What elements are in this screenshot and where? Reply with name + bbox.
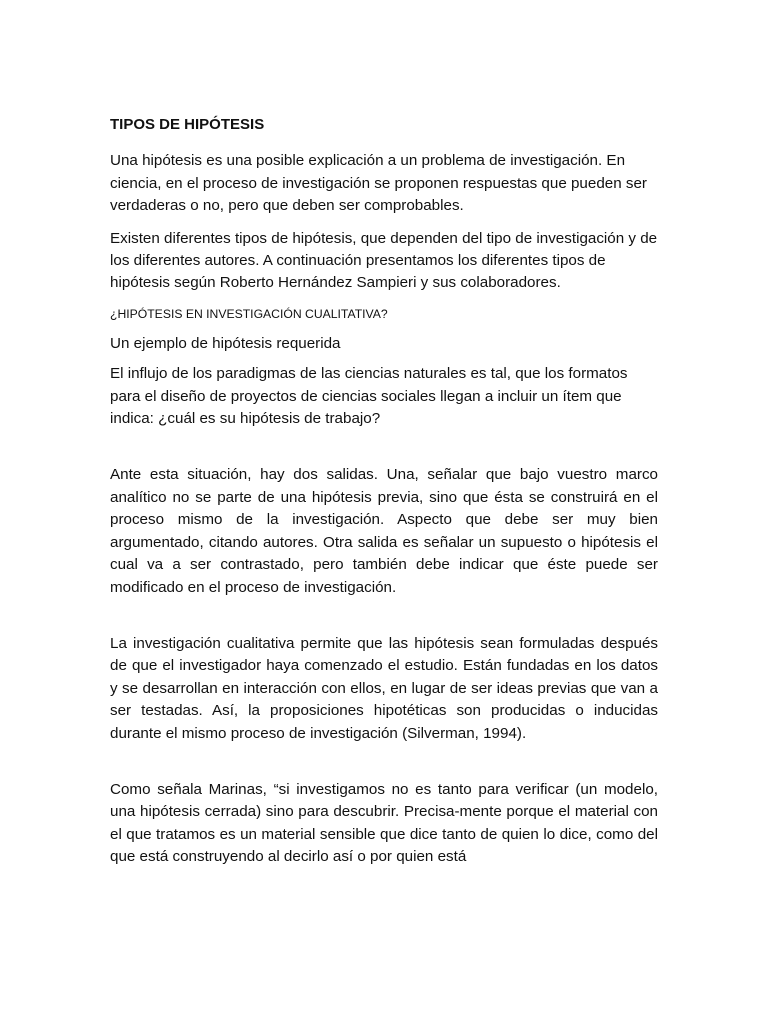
body-paragraph-3: La investigación cualitativa permite que las hipótesis sean formuladas después de que el investigador haya comenzado el estudio. Están fundadas en los datos y se desarrollan en interacción con ellos, en lugar de ser ideas previas que van a ser testadas. Así, la proposiciones hipotéticas son producidas o inducidas durante el mismo proceso de investigación (Silverman, 1994). (110, 634, 658, 742)
body-paragraph-4: Como señala Marinas, “si investigamos no es tanto para verificar (un modelo, una hipótesis cerrada) sino para descubrir. Precisa-mente porque el material con el que tratamos es un material sensible que dice tanto de quien lo dice, como del que está construyendo al decirlo así o por quien está (110, 780, 658, 866)
intro-paragraph-2: Existen diferentes tipos de hipótesis, que dependen del tipo de investigación y de los diferentes autores. A continuación presentamos los diferentes tipos de hipótesis según Roberto Hernández Sampieri y sus colaboradores. (110, 229, 658, 292)
body-paragraph-2: Ante esta situación, hay dos salidas. Una, señalar que bajo vuestro marco analítico no se parte de una hipótesis previa, sino que ésta se construirá en el proceso mismo de la investigación. Aspecto que debe ser muy bien argumentado, citando autores. Otra salida es señalar un supuesto o hipótesis el cual va a ser contrastado, pero también debe indicar que éste puede ser modificado en el proceso de investigación. (110, 466, 658, 596)
intro-paragraph-1: Una hipótesis es una posible explicación a un problema de investigación. En ciencia, en el proceso de investigación se proponen respuestas que pueden ser verdaderas o no, pero que deben ser comprobables. (110, 152, 647, 215)
document-page (110, 114, 658, 879)
section-heading: ¿HIPÓTESIS EN INVESTIGACIÓN CUALITATIVA? (110, 306, 388, 321)
body-paragraph-1: El influjo de los paradigmas de las ciencias naturales es tal, que los formatos para el diseño de proyectos de ciencias sociales llegan a incluir un ítem que indica: ¿cuál es su hipótesis de trabajo? (110, 365, 628, 428)
document-title: TIPOS DE HIPÓTESIS (110, 116, 265, 133)
example-heading: Un ejemplo de hipótesis requerida (110, 334, 341, 352)
